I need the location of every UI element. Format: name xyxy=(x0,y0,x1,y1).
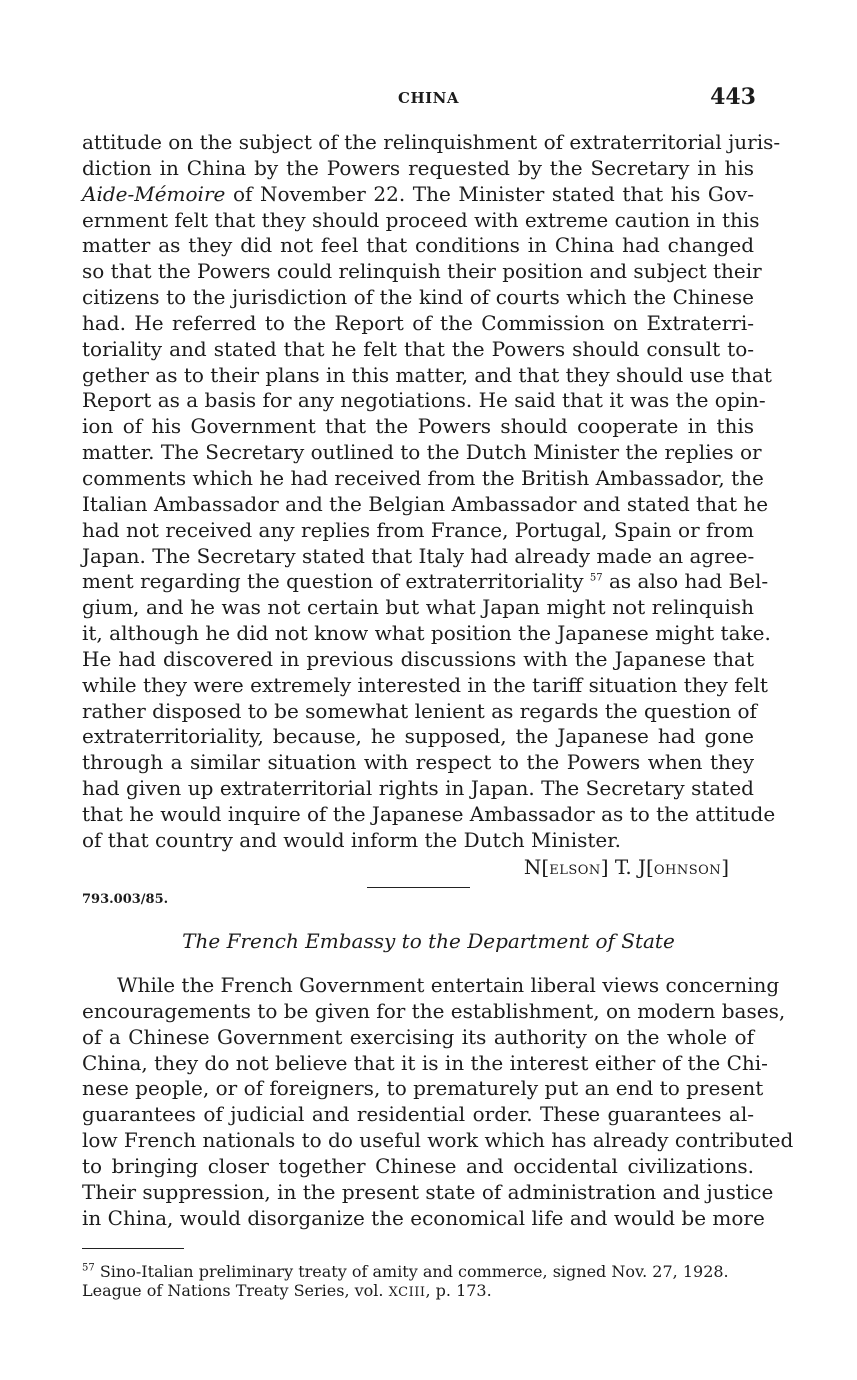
text-line: toriality and stated that he felt that the Powers should consult to- xyxy=(82,336,754,361)
text-line: attitude on the subject of the relinquishment of extraterritorial juris- xyxy=(82,130,781,154)
footnote xyxy=(82,1262,754,1302)
text-line: encouragements to be given for the establishment, on modern bases, xyxy=(82,998,786,1023)
text-line: low French nationals to do useful work which has already contributed xyxy=(82,1128,794,1153)
page-number: 443 xyxy=(710,84,756,110)
text-line: comments which he had received from the British Ambassador, the xyxy=(82,465,764,490)
text-line xyxy=(82,182,754,208)
text-segment: as also had Bel- xyxy=(602,569,769,594)
signature xyxy=(524,855,729,879)
text-line: it, although he did not know what position the Japanese might take. xyxy=(82,621,771,646)
text-line: ernment felt that they should proceed with extreme caution in this xyxy=(82,207,760,232)
footnote-reference: 57 xyxy=(589,572,603,584)
text-line: guarantees of judicial and residential order. These guarantees al- xyxy=(82,1102,754,1127)
text-line: citizens to the jurisdiction of the kind of courts which the Chinese xyxy=(82,285,754,310)
footnote-text: League of Nations Treaty Series, vol. xyxy=(82,1281,389,1300)
footnote-text: Sino-Italian preliminary treaty of amity and commerce, signed Nov. 27, 1928. xyxy=(94,1262,729,1281)
signature-small-caps: OHNSON xyxy=(653,863,722,878)
text-line: Italian Ambassador and the Belgian Ambassador and stated that he xyxy=(82,491,769,516)
text-line: to bringing closer together Chinese and occidental civilizations. xyxy=(82,1153,754,1178)
text-line: had. He referred to the Report of the Commission on Extraterri- xyxy=(82,310,754,335)
section-divider xyxy=(367,887,470,888)
text-line: through a similar situation with respect to the Powers when they xyxy=(82,750,754,775)
text-segment: of November 22. The Minister stated that his Gov- xyxy=(225,181,754,206)
running-head-title: CHINA xyxy=(398,89,459,107)
signature-part: ] T. J[ xyxy=(600,855,654,879)
text-line: had not received any replies from France, Portugal, Spain or from xyxy=(82,517,754,542)
text-line: matter. The Secretary outlined to the Dutch Minister the replies or xyxy=(82,440,762,465)
text-line xyxy=(82,569,769,595)
text-line: diction in China by the Powers requested by the Secretary in his xyxy=(82,155,754,180)
aide-memoire-term: Aide-Mémoire xyxy=(82,181,226,206)
footnote-marker: 57 xyxy=(82,1262,95,1274)
text-segment: ment regarding the question of extraterritoriality xyxy=(82,569,584,594)
text-line: ion of his Government that the Powers should cooperate in this xyxy=(82,414,754,439)
signature-part: ] xyxy=(721,855,729,879)
signature-part: N[ xyxy=(523,855,550,879)
french-paragraph xyxy=(82,973,794,1231)
text-line: gium, and he was not certain but what Japan might not relinquish xyxy=(82,595,754,620)
text-line: Their suppression, in the present state of administration and justice xyxy=(82,1179,774,1204)
text-line: While the French Government entertain liberal views concerning xyxy=(117,973,780,997)
text-line: in China, would disorganize the economical life and would be more xyxy=(82,1205,765,1230)
text-line: had given up extraterritorial rights in Japan. The Secretary stated xyxy=(82,776,754,801)
footnote-volume: XCIII xyxy=(388,1285,426,1300)
text-line: of a Chinese Government exercising its authority on the whole of xyxy=(82,1024,754,1049)
text-line: nese people, or of foreigners, to prematurely put an end to present xyxy=(82,1076,764,1101)
file-number: 793.003/85. xyxy=(82,892,169,907)
signature-small-caps: ELSON xyxy=(549,863,601,878)
footnote-text: , p. 173. xyxy=(425,1281,492,1300)
text-line: Report as a basis for any negotiations. He said that it was the opin- xyxy=(82,388,766,413)
text-line: Japan. The Secretary stated that Italy had already made an agree- xyxy=(82,543,755,568)
text-line: so that the Powers could relinquish their position and subject their xyxy=(82,259,762,284)
text-line: China, they do not believe that it is in the interest either of the Chi- xyxy=(82,1050,768,1075)
text-line: matter as they did not feel that conditions in China had changed xyxy=(82,233,754,258)
text-line: that he would inquire of the Japanese Ambassador as to the attitude xyxy=(82,801,776,826)
document-title: The French Embassy to the Department of State xyxy=(182,929,675,953)
text-line: rather disposed to be somewhat lenient as regards the question of xyxy=(82,698,757,723)
footnote-divider xyxy=(82,1248,184,1249)
text-line: while they were extremely interested in the tariff situation they felt xyxy=(82,672,768,697)
text-line: He had discovered in previous discussions with the Japanese that xyxy=(82,646,754,671)
text-line: of that country and would inform the Dutch Minister. xyxy=(82,827,621,852)
text-line: gether as to their plans in this matter, and that they should use that xyxy=(82,362,772,387)
text-line: extraterritoriality, because, he supposed, the Japanese had gone xyxy=(82,724,754,749)
continued-paragraph xyxy=(82,130,781,854)
